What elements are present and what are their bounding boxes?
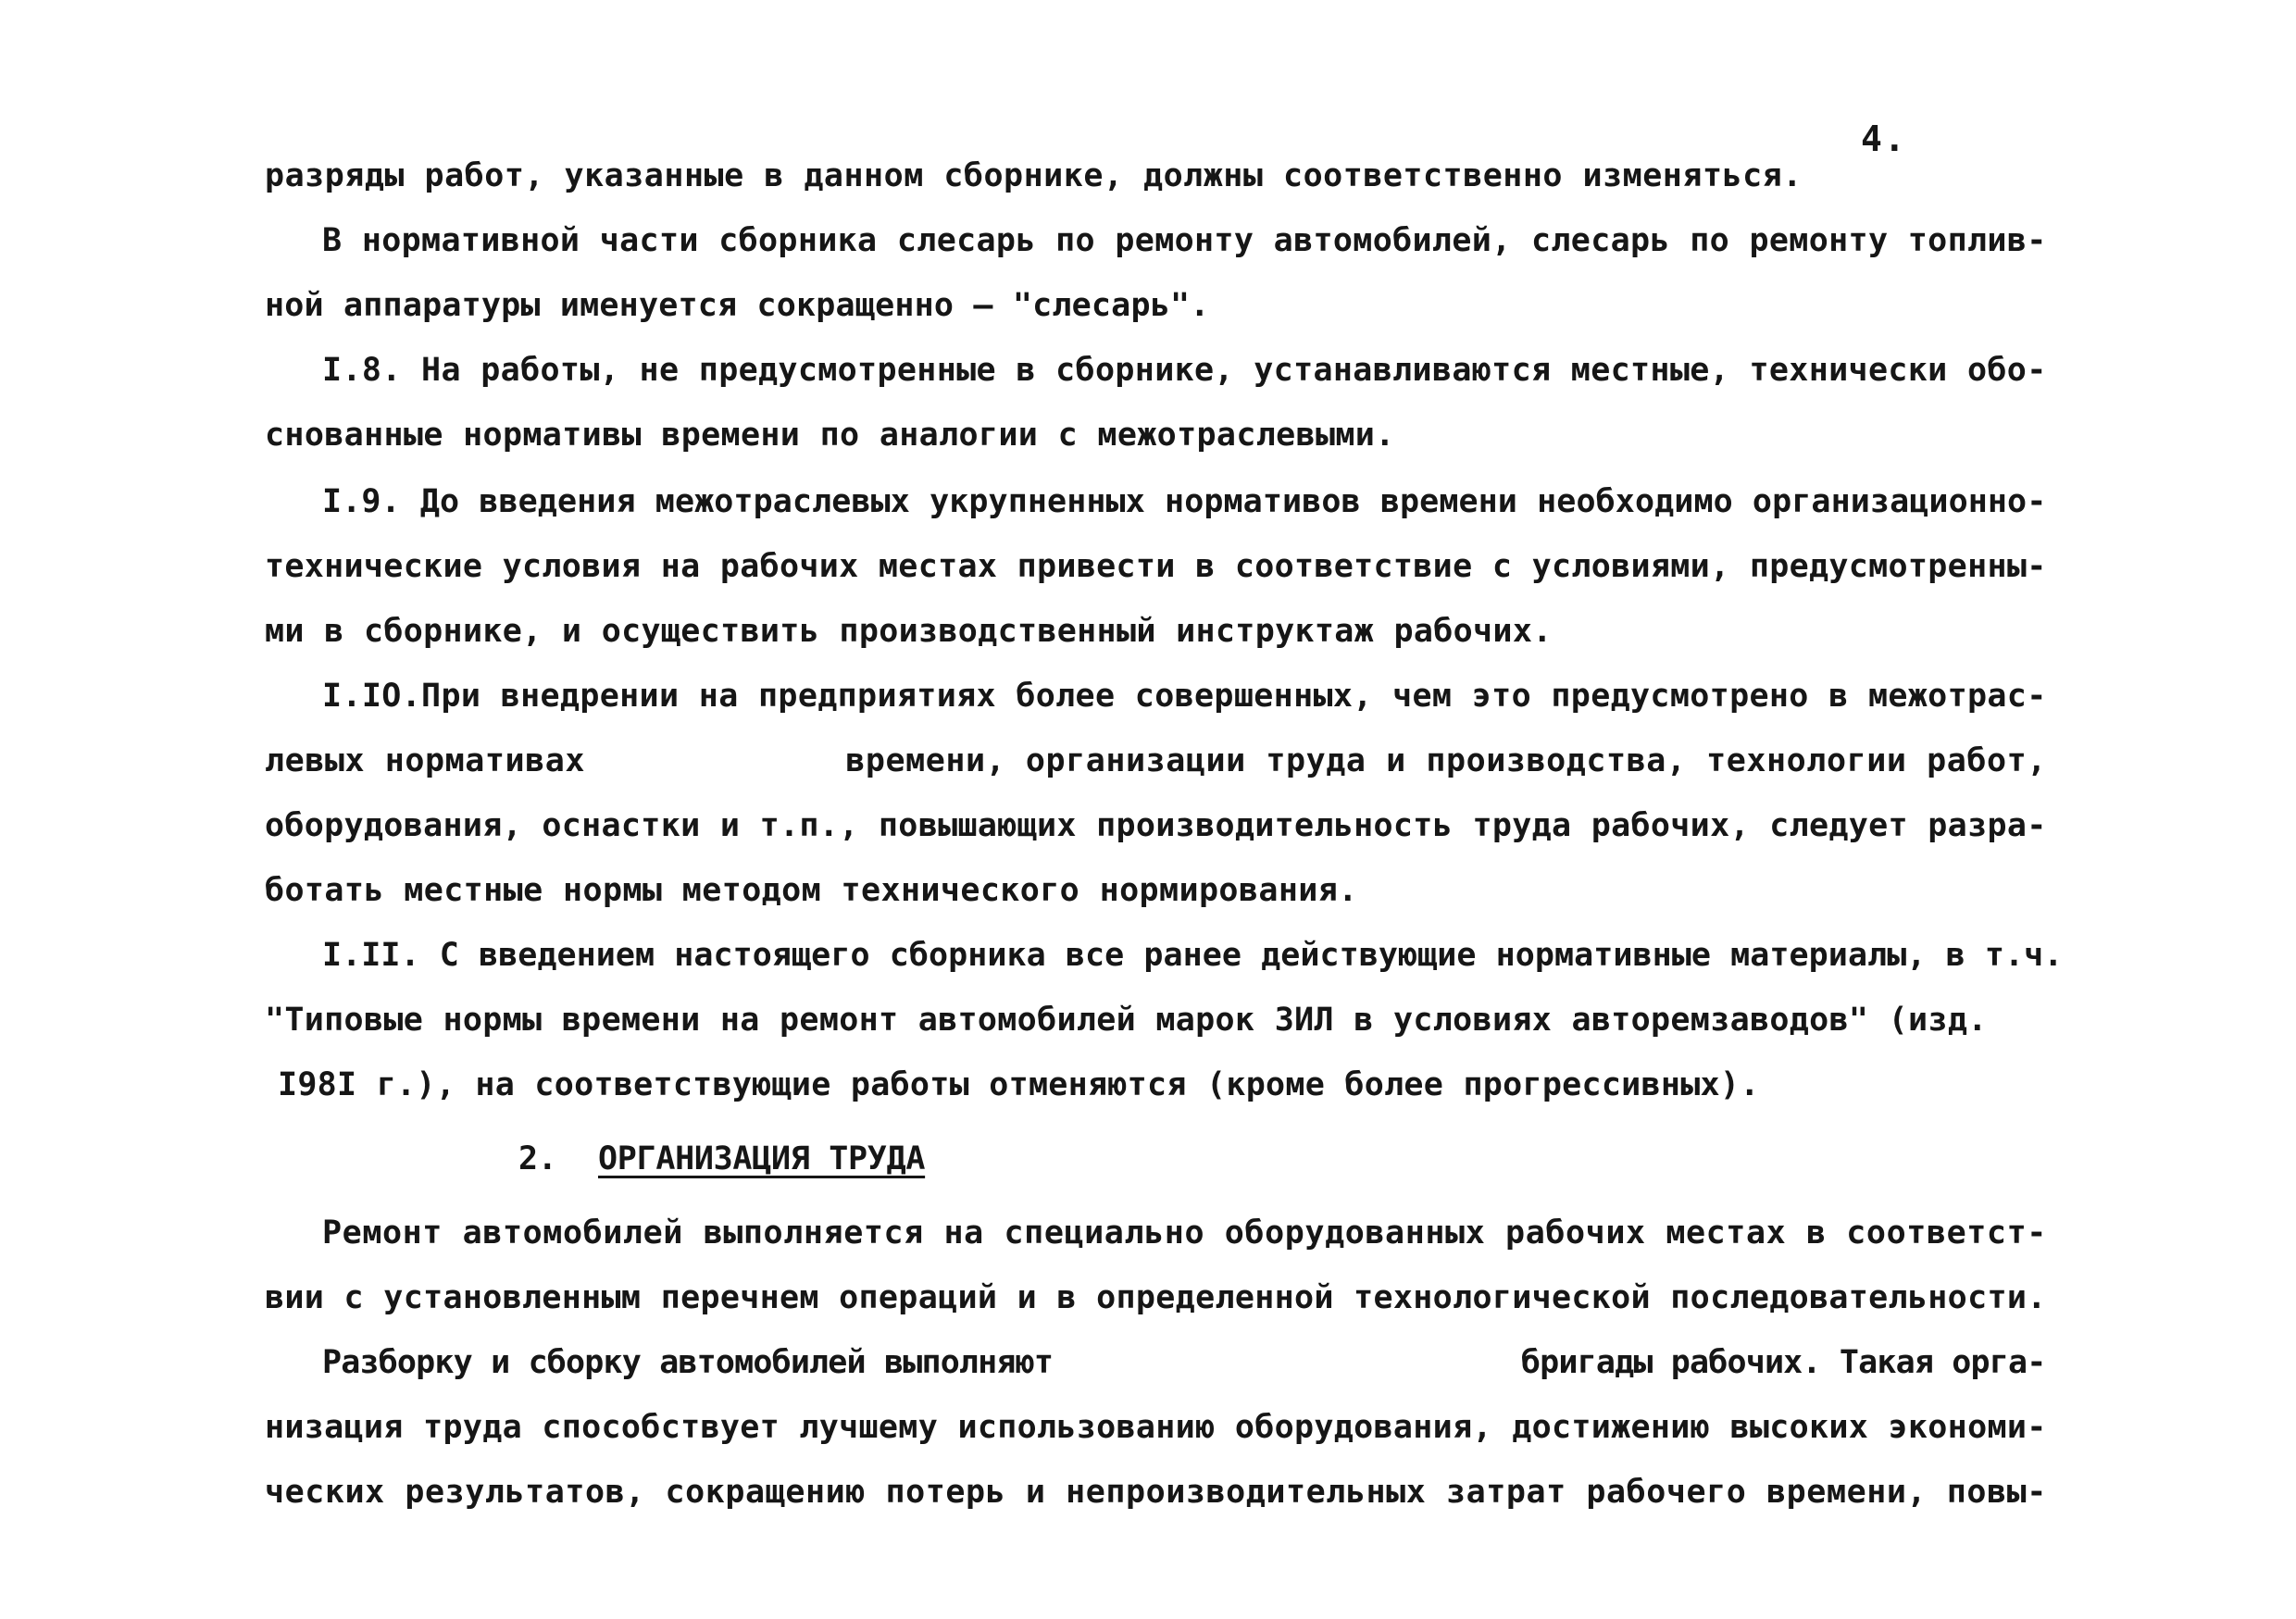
text-line: снованные нормативы времени по аналогии с межотраслевыми. (265, 417, 1395, 454)
text-line: I98I г.), на соответствующие работы отменяются (кроме более прогрессивных). (278, 1066, 1760, 1103)
text-line: I.II. С введением настоящего сборника все ранее действующие нормативные материалы, в т.ч. (322, 937, 2064, 974)
text-line: ческих результатов, сокращению потерь и непроизводительных затрат рабочего времени, повы- (265, 1474, 2047, 1511)
text-line: ной аппаратуры именуется сокращенно – "слесарь". (265, 287, 1210, 324)
text-line: разряды работ, указанные в данном сборнике, должны соответственно изменяться. (265, 157, 1803, 194)
text-line: I.IO.При внедрении на предприятиях более совершенных, чем это предусмотрено в межотрас- (322, 678, 2047, 715)
text-line: вии с установленным перечнем операций и в определенной технологической последовательности. (265, 1279, 2047, 1316)
text-line: I.8. На работы, не предусмотренные в сборнике, устанавливаются местные, технически обо- (322, 352, 2047, 389)
text-line: оборудования, оснастки и т.п., повышающих производительность труда рабочих, следует разра- (265, 807, 2047, 844)
page-number: 4. (1861, 118, 1907, 159)
text-line: левых нормативах времени, организации труда и производства, технологии работ, (265, 742, 2047, 779)
text-line: I.9. До введения межотраслевых укрупненных нормативов времени необходимо организационно- (322, 483, 2047, 520)
section-number: 2. (518, 1140, 557, 1177)
text-line: ботать местные нормы методом технического нормирования. (265, 872, 1358, 909)
text-line: В нормативной части сборника слесарь по ремонту автомобилей, слесарь по ремонту топлив- (322, 222, 2047, 259)
text-line: низация труда способствует лучшему использованию оборудования, достижению высоких экономи- (265, 1409, 2047, 1446)
text-line: ми в сборнике, и осуществить производственный инструктаж рабочих. (265, 613, 1553, 650)
text-line: "Типовые нормы времени на ремонт автомобилей марок ЗИЛ в условиях авторемзаводов" (изд. (265, 1002, 1988, 1039)
text-line: технические условия на рабочих местах привести в соответствие с условиями, предусмотренны- (265, 548, 2047, 585)
text-line: Разборку и сборку автомобилей выполняют бригады рабочих. Такая орга- (322, 1344, 2046, 1381)
text-line: Ремонт автомобилей выполняется на специально оборудованных рабочих местах в соответст- (322, 1214, 2047, 1252)
section-heading: ОРГАНИЗАЦИЯ ТРУДА (598, 1140, 926, 1177)
